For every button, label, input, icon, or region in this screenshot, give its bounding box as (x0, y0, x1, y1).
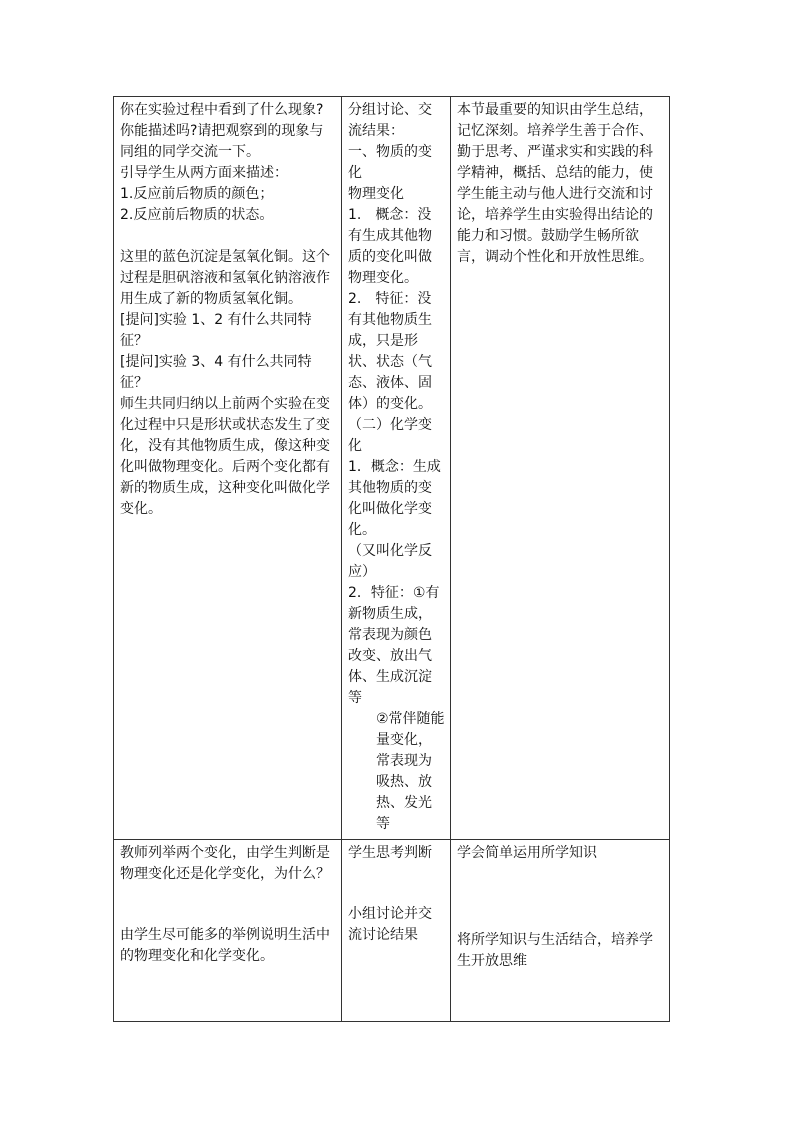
paragraph: 师生共同归纳以上前两个实验在变化过程中只是形状或状态发生了变化，没有其他物质生成，像这种变化叫做物理变化。后两个变化都有新的物质生成，这种变化叫做化学变化。 (120, 396, 330, 517)
design-intent-cell (451, 97, 670, 840)
teacher-activity-cell (114, 97, 342, 840)
paragraph: （又叫化学反应） (348, 543, 432, 580)
paragraph: 一、物质的变化 (348, 144, 432, 181)
paragraph: 你在实验过程中看到了什么现象?你能描述吗?请把观察到的现象与同组的同学交流一下。 (120, 102, 324, 160)
paragraph: 这里的蓝色沉淀是氢氧化铜。这个过程是胆矾溶液和氢氧化钠溶液作用生成了新的物质氢氧化铜。 (120, 249, 330, 307)
design-intent-cell (451, 840, 670, 1022)
table-row (114, 97, 670, 840)
paragraph: 引导学生从两方面来描述： (120, 165, 288, 181)
paragraph: 将所学知识与生活结合，培养学生开放思维 (457, 932, 653, 969)
paragraph: 学生思考判断 (348, 845, 432, 861)
paragraph: 1．概念：生成其他物质的变化叫做化学变化。 (348, 459, 441, 538)
paragraph: 2．特征：①有新物质生成，常表现为颜色改变、放出气体、生成沉淀等 (348, 585, 440, 706)
paragraph: [提问]实验 1、2 有什么共同特征？ (120, 312, 312, 349)
paragraph: 物理变化 (348, 186, 404, 202)
paragraph: 1.反应前后物质的颜色； (120, 186, 274, 202)
paragraph: ②常伴随能量变化，常表现为吸热、放热、发光等 (376, 711, 445, 832)
paragraph: 分组讨论、交流结果： (348, 102, 432, 139)
paragraph: 由学生尽可能多的举例说明生活中的物理变化和化学变化。 (120, 927, 330, 964)
paragraph: 2. 特征：没有其他物质生成，只是形状、状态（气态、液体、固体）的变化。 (348, 291, 432, 412)
teacher-activity-cell (114, 840, 342, 1022)
lesson-plan-table (113, 96, 670, 1022)
paragraph: 1. 概念：没有生成其他物质的变化叫做物理变化。 (348, 207, 432, 286)
table-row (114, 840, 670, 1022)
paragraph: [提问]实验 3、4 有什么共同特征？ (120, 354, 312, 391)
paragraph: 本节最重要的知识由学生总结，记忆深刻。培养学生善于合作、勤于思考、严谨求实和实践的科学精神，概括、总结的能力，使学生能主动与他人进行交流和讨论，培养学生由实验得出结论的能力和习惯。鼓励学生畅所欲言，调动个性化和开放性思维。 (457, 102, 653, 265)
paragraph: 2.反应前后物质的状态。 (120, 207, 274, 223)
paragraph: 学会简单运用所学知识 (457, 845, 597, 861)
student-activity-cell (342, 840, 451, 1022)
student-activity-cell (342, 97, 451, 840)
paragraph: 小组讨论并交流讨论结果 (348, 906, 432, 943)
paragraph: （二）化学变化 (348, 417, 432, 454)
paragraph: 教师列举两个变化，由学生判断是物理变化还是化学变化，为什么？ (120, 845, 330, 882)
